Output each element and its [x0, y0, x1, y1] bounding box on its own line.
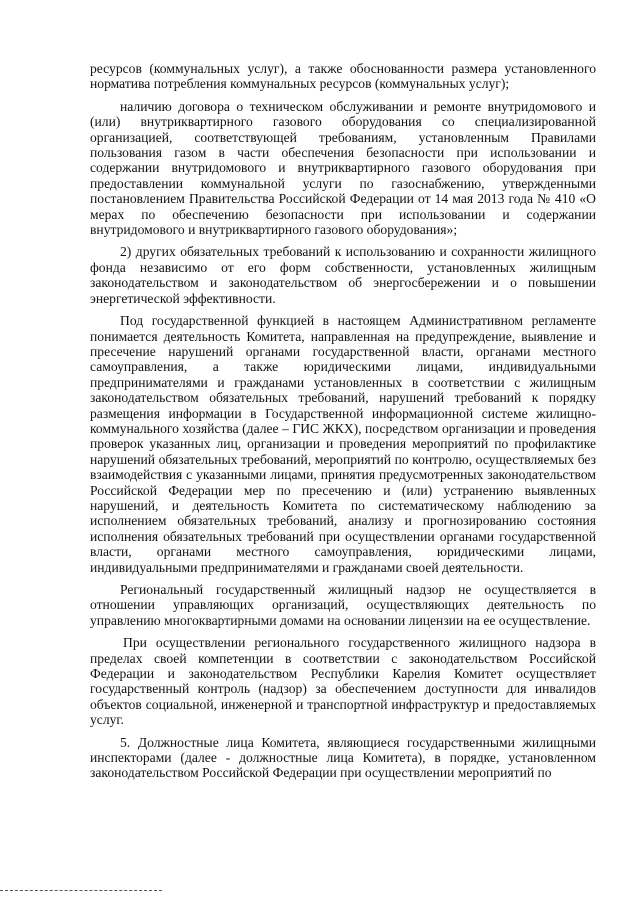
document-body	[90, 61, 596, 788]
paragraph-supervision-exclusion: Региональный государственный жилищный надзор не осуществляется в отношении управляющих организаций, осуществляющих деятельность по управлению многоквартирными домами на основании лицензии на ее осуществление.	[90, 582, 596, 628]
paragraph-gas-maintenance-contract: наличию договора о техническом обслуживании и ремонте внутридомового и (или) внутриквартирного газового оборудования со специализированной организацией, соответствующей требованиям, установленным Правилами пользования газом в части обеспечения безопасности при использовании и содержании внутридомового и внутриквартирного газового оборудования при предоставлении коммунальной услуги по газоснабжению, утвержденными постановлением Правительства Российской Федерации от 14 мая 2013 года № 410 «О мерах по обеспечению безопасности при использовании и содержании внутридомового и внутриквартирного газового оборудования»;	[90, 98, 596, 238]
paragraph-other-requirements: 2) других обязательных требований к использованию и сохранности жилищного фонда независимо от его форм собственности, установленных жилищным законодательством и законодательством об энергосбережении и о повышении энергетической эффективности.	[90, 244, 596, 306]
paragraph-state-function-definition: Под государственной функцией в настоящем Административном регламенте понимается деятельность Комитета, направленная на предупреждение, выявление и пресечение нарушений органами государственной власти, органами местного самоуправления, а также юридическими лицами, индивидуальными предпринимателями и гражданами установленных в соответствии с жилищным законодательством обязательных требований, нарушений требований к порядку размещения информации в Государственной информационной системе жилищно-коммунального хозяйства (далее – ГИС ЖКХ), посредством организации и проведения проверок указанных лиц, организации и проведения мероприятий по профилактике нарушений обязательных требований, мероприятий по контролю, осуществляемых без взаимодействия с указанными лицами, принятия предусмотренных законодательством Российской Федерации мер по пресечению и (или) устранению выявленных нарушений, и деятельность Комитета по систематическому наблюдению за исполнением обязательных требований, анализу и прогнозированию состояния исполнения обязательных требований при осуществлении органами государственной власти, органами местного самоуправления, юридическими лицами, индивидуальными предпринимателями и гражданами своей деятельности.	[90, 313, 596, 575]
paragraph-continuation: ресурсов (коммунальных услуг), а также обоснованности размера установленного норматива потребления коммунальных ресурсов (коммунальных услуг);	[90, 61, 596, 92]
footer-divider	[0, 890, 162, 891]
paragraph-accessibility-control: При осуществлении регионального государственного жилищного надзора в пределах своей компетенции в соответствии с законодательством Российской Федерации и законодательством Республики Карелия Комитет осуществляет государственный контроль (надзор) за обеспечением доступности для инвалидов объектов социальной, инженерной и транспортной инфраструктур и предоставляемых услуг.	[90, 635, 596, 728]
paragraph-officials: 5. Должностные лица Комитета, являющиеся государственными жилищными инспекторами (далее - должностные лица Комитета), в порядке, установленном законодательством Российской Федерации при осуществлении мероприятий по	[90, 734, 596, 781]
